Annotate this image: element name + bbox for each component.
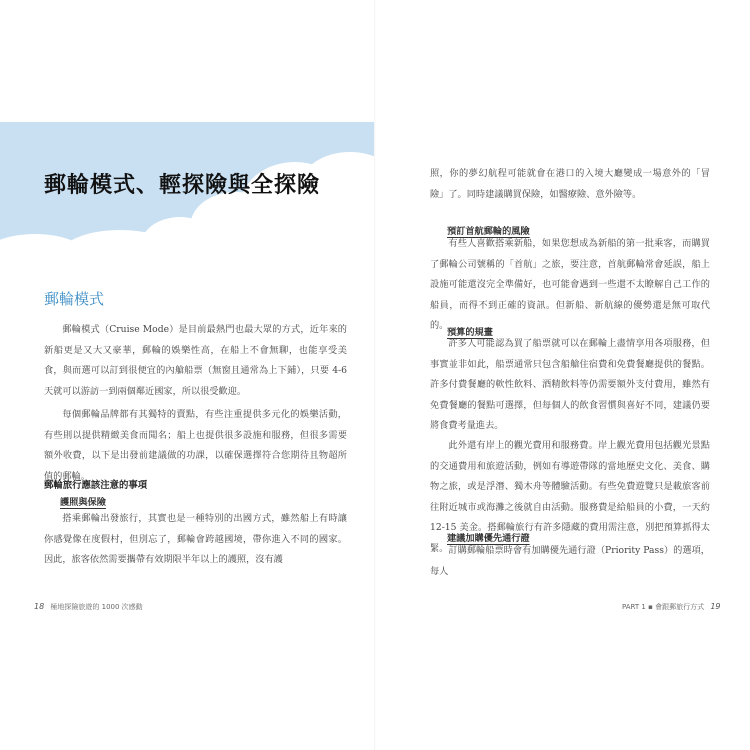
left-footer <box>30 602 143 612</box>
body-paragraph: 有些人喜歡搭乘新船，如果您想成為新船的第一批乘客，而購買了郵輪公司號稱的「首航」之旅，要注意，首航郵輪常會延誤，船上設施可能還沒完全準備好，也可能會遇到一些還不太瞭解自己工作的船員，而得不到正確的資訊。但新船、新航線的優勢還是無可取代的。 <box>430 238 710 331</box>
topic-heading: 建議加購優先通行證 <box>447 533 530 544</box>
topic-heading: 預算的規畫 <box>447 327 493 338</box>
body-paragraph: 每個郵輪品牌都有其獨特的賣點，有些注重提供多元化的娛樂活動，有些則以提供精緻美食而聞名；船上也提供很多設施和服務，但很多需要額外收費，以下是出發前建議做的功課，以確保選擇符合您期待且物超所值的郵輪。 <box>44 409 347 482</box>
part-label: PART 1 ▪ 會跟郵旅行方式 <box>622 603 705 611</box>
body-paragraph: 此外還有岸上的觀光費用和服務費。岸上觀光費用包括觀光景點的交通費用和旅遊活動，例如有導遊帶隊的當地歷史文化、美食、購物之旅，或是浮潛、獨木舟等體驗活動。有些免費遊覽只是載旅客前往附近城市或海灘之後就自由活動。服務費是給船員的小費，一天約 12-15 美金。搭郵輪旅行有許多隱藏的費用需注意，別把預算抓得太緊。 <box>430 440 710 554</box>
chapter-title: 郵輪模式、輕探險與全探險 <box>44 173 321 198</box>
body-paragraph: 訂購郵輪船票時會有加購優先通行證（Priority Pass）的選項，每人 <box>430 545 710 577</box>
topic-heading: 護照與保險 <box>60 497 106 508</box>
subsection-heading: 郵輪旅行應該注意的事項 <box>44 480 148 491</box>
page-number: 18 <box>34 602 45 611</box>
topic-heading: 預訂首航郵輪的風險 <box>447 226 530 237</box>
body-paragraph: 搭乘郵輪出發旅行，其實也是一種特別的出國方式，雖然船上有時讓你感覺像在度假村，但別忘了，郵輪會跨越國境，帶你進入不同的國家。因此，旅客依然需要攜帶有效期限半年以上的護照，沒有護 <box>44 513 347 565</box>
page-number: 19 <box>710 602 721 611</box>
page-gutter <box>374 0 376 750</box>
right-footer <box>622 602 725 612</box>
book-title: 極地探險旅遊的 1000 次感動 <box>50 603 143 611</box>
body-paragraph: 郵輪模式（Cruise Mode）是目前最熱門也最大眾的方式，近年來的新船更是又大又豪華，郵輪的娛樂性高，在船上不會無聊，也能享受美食，與而選可以訂到很便宜的內艙船票（無窗且通常為上下鋪），只要 4-6 天就可以游訪一到兩個鄰近國家，所以很受歡迎。 <box>44 324 347 397</box>
body-paragraph: 許多人可能認為買了船票就可以在郵輪上盡情享用各項服務，但事實並非如此，船票通常只包含船艙住宿費和免費餐廳提供的餐點。許多付費餐廳的軟性飲料、酒精飲料等仍需要額外支付費用，雖然有免費餐廳的餐點可選擇，但每個人的飲食習慣與喜好不同，建議仍要將食費考量進去。 <box>430 338 710 431</box>
body-paragraph: 照，你的夢幻航程可能就會在港口的入境大廳變成一場意外的「冒險」了。同時建議購買保險，如醫療險、意外險等。 <box>430 168 710 200</box>
section-title: 郵輪模式 <box>44 290 105 308</box>
